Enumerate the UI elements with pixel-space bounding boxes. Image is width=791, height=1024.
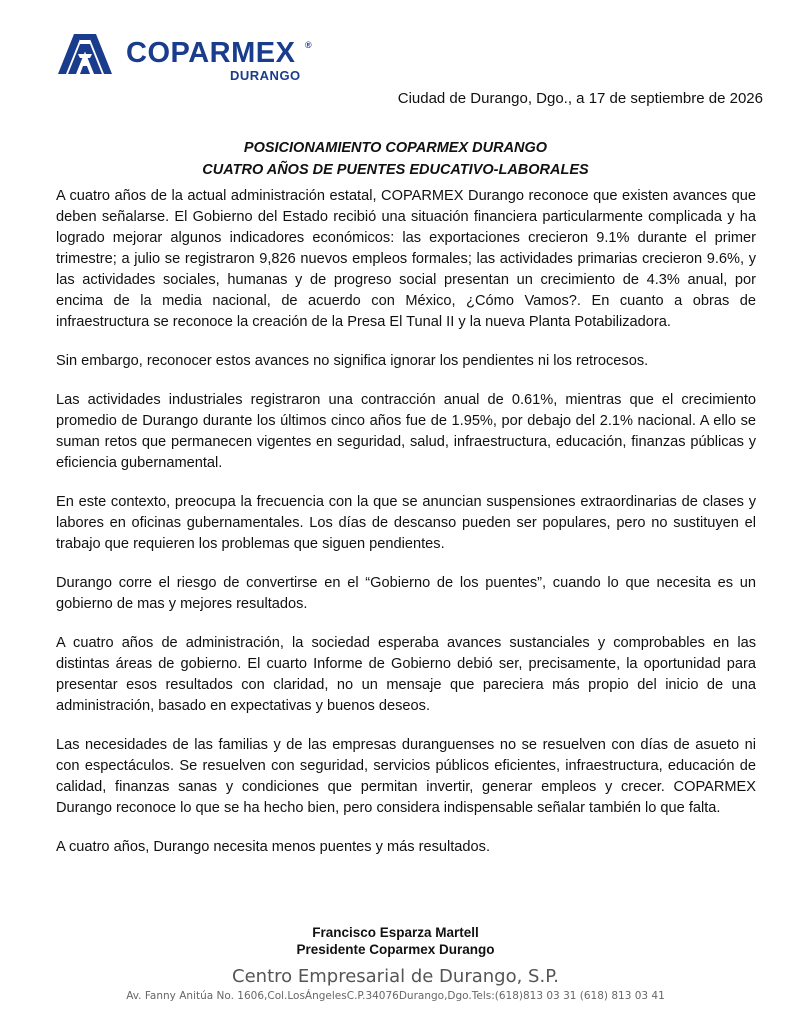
brand-name: COPARMEX [126, 37, 296, 69]
document-body [56, 186, 756, 876]
signature-name: Francisco Esparza Martell [312, 925, 479, 940]
paragraph: Las necesidades de las familias y de las empresas duranguenses no se resuelven con días de asueto ni con espectáculos. Se resuelven con seguridad, servicios públicos eficientes, infraestructura, educación de calidad, finanzas sanas y condiciones que permitan invertir, generar empleos y crecer. COPARMEX Durango reconoce lo que se ha hecho bien, pero considera indispensable señalar también lo que falta. [56, 737, 756, 816]
brand-sub: DURANGO [230, 68, 301, 83]
paragraph: A cuatro años, Durango necesita menos puentes y más resultados. [56, 839, 491, 855]
paragraph: A cuatro años de administración, la sociedad esperaba avances sustanciales y comprobables en las distintas áreas de gobierno. El cuarto Informe de Gobierno debió ser, precisamente, la oportunidad para presentar esos resultados con claridad, no un mensaje que pareciera más propio del inicio de una administración, basado en expectativas y buenos deseos. [56, 635, 756, 714]
paragraph: A cuatro años de la actual administración estatal, COPARMEX Durango reconoce que existen avances que deben señalarse. El Gobierno del Estado recibió una situación financiera particularmente complicada y ha logrado mejorar algunos indicadores económicos: las exportaciones crecieron 9.1% durante el primer trimestre; a julio se registraron 9,826 nuevos empleos formales; las actividades primarias crecieron 9.6%, y las actividades sociales, humanas y de progreso social presentan un crecimiento de 4.3% anual, por encima de la media nacional, de acuerdo con México, ¿Cómo Vamos?. En cuanto a obras de infraestructura se reconoce la creación de la Presa El Tunal II y la nueva Planta Potabilizadora. [56, 188, 756, 330]
paragraph: Las actividades industriales registraron una contracción anual de 0.61%, mientras que el crecimiento promedio de Durango durante los últimos cinco años fue de 1.95%, por debajo del 2.1% nacional. A ello se suman retos que permanecen vigentes en seguridad, salud, infraestructura, educación, finanzas públicas y eficiencia gubernamental. [56, 392, 756, 471]
footer-address: Av. Fanny Anitúa No. 1606,Col.LosÁngelesC.P.34076Durango,Dgo.Tels:(618)813 03 31 (618) 813 03 41 [126, 990, 665, 1002]
coparmex-logo [54, 30, 314, 82]
paragraph: Durango corre el riesgo de convertirse en el “Gobierno de los puentes”, cuando lo que necesita es un gobierno de mas y mejores resultados. [56, 575, 756, 612]
paragraph: En este contexto, preocupa la frecuencia con la que se anuncian suspensiones extraordinarias de clases y labores en oficinas gubernamentales. Los días de descanso pueden ser populares, pero no sustituyen el trabajo que requieren los problemas que siguen pendientes. [56, 494, 756, 552]
document-title: POSICIONAMIENTO COPARMEX DURANGO [243, 140, 548, 156]
document-subtitle: CUATRO AÑOS DE PUENTES EDUCATIVO-LABORALES [202, 162, 589, 178]
date-line: Ciudad de Durango, Dgo., a 17 de septiembre de 2026 [397, 90, 763, 107]
registered-mark: ® [305, 40, 312, 50]
footer-organization: Centro Empresarial de Durango, S.P. [232, 966, 559, 987]
paragraph: Sin embargo, reconocer estos avances no significa ignorar los pendientes ni los retrocesos. [56, 353, 649, 369]
coparmex-emblem-icon [54, 30, 116, 78]
signature-role: Presidente Coparmex Durango [296, 942, 495, 957]
